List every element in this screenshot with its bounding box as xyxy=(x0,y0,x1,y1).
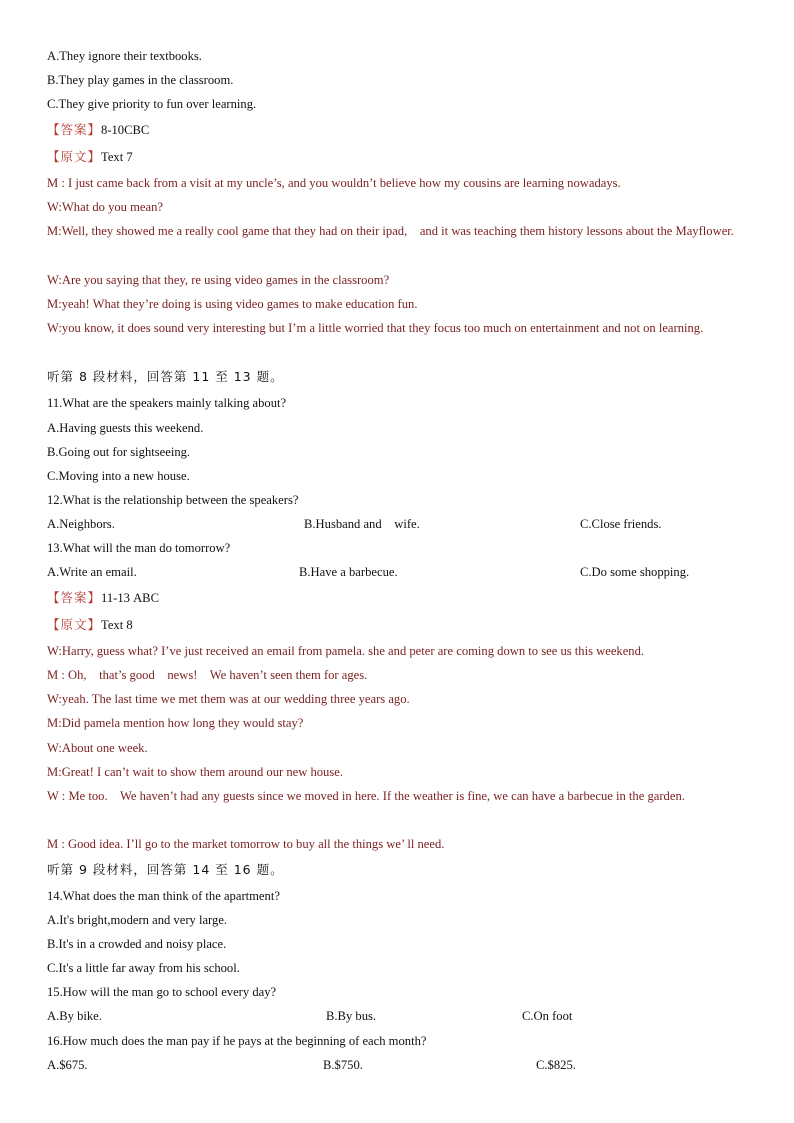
option-c: C.It's a little far away from his school. xyxy=(47,961,240,975)
section-heading: 听第 9 段材料，回答第 14 至 16 题。 xyxy=(47,862,284,877)
source-bracket: 【原文】 xyxy=(47,149,102,164)
answer-bracket: 【答案】 xyxy=(47,122,102,137)
transcript-line: W:Are you saying that they, re using video games in the classroom? xyxy=(47,273,390,287)
answer-text: 11-13 ABC xyxy=(101,591,159,605)
question-12: 12.What is the relationship between the speakers? xyxy=(47,493,299,507)
question-16: 16.How much does the man pay if he pays at the beginning of each month? xyxy=(47,1034,427,1048)
option-b: B.They play games in the classroom. xyxy=(47,73,234,87)
transcript-line: W:you know, it does sound very interesting but I’m a little worried that they focus too much on entertainment and not on learning. xyxy=(47,321,704,335)
answer-bracket: 【答案】 xyxy=(47,590,102,605)
transcript-line: W:About one week. xyxy=(47,741,148,755)
transcript-line: W:Harry, guess what? I’ve just received an email from pamela. she and peter are coming down to see us this weekend. xyxy=(47,644,645,658)
option-b: B.By bus. xyxy=(326,1009,377,1023)
option-a: A.It's bright,modern and very large. xyxy=(47,913,228,927)
transcript-line: M:Did pamela mention how long they would stay? xyxy=(47,716,304,730)
answer-line xyxy=(47,122,748,138)
section-heading: 听第 8 段材料，回答第 11 至 13 题。 xyxy=(47,369,284,384)
transcript-line: W:yeah. The last time we met them was at our wedding three years ago. xyxy=(47,692,410,706)
transcript-line: M : Good idea. I’ll go to the market tomorrow to buy all the things we’ ll need. xyxy=(47,837,445,851)
option-a: A.Neighbors. xyxy=(47,517,115,531)
transcript-line: M : I just came back from a visit at my uncle’s, and you wouldn’t believe how my cousins are learning nowadays. xyxy=(47,176,621,190)
option-c: C.Do some shopping. xyxy=(580,565,690,579)
option-c: C.Close friends. xyxy=(580,517,662,531)
answer-text: 8-10CBC xyxy=(101,123,150,137)
option-a: A.They ignore their textbooks. xyxy=(47,49,202,63)
transcript-line: M:yeah! What they’re doing is using video games to make education fun. xyxy=(47,297,418,311)
option-b: B.Going out for sightseeing. xyxy=(47,445,191,459)
option-c: C.Moving into a new house. xyxy=(47,469,190,483)
option-b: B.$750. xyxy=(323,1058,363,1072)
source-line xyxy=(47,149,748,165)
option-b: B.It's in a crowded and noisy place. xyxy=(47,937,227,951)
option-b: B.Have a barbecue. xyxy=(299,565,398,579)
answer-line xyxy=(47,590,748,606)
option-c: C.$825. xyxy=(536,1058,576,1072)
question-13: 13.What will the man do tomorrow? xyxy=(47,541,231,555)
option-c: C.On foot xyxy=(522,1009,573,1023)
option-a: A.Having guests this weekend. xyxy=(47,421,204,435)
question-15: 15.How will the man go to school every day? xyxy=(47,985,277,999)
option-a: A.Write an email. xyxy=(47,565,137,579)
transcript-line: W : Me too. We haven’t had any guests since we moved in here. If the weather is fine, we can have a barbecue in the garden. xyxy=(47,789,685,803)
transcript-line: M:Great! I can’t wait to show them around our new house. xyxy=(47,765,343,779)
option-a: A.$675. xyxy=(47,1058,88,1072)
option-a: A.By bike. xyxy=(47,1009,102,1023)
option-b: B.Husband and wife. xyxy=(304,517,420,531)
transcript-line: M : Oh, that’s good news! We haven’t seen them for ages. xyxy=(47,668,368,682)
source-text: Text 7 xyxy=(101,150,133,164)
transcript-line: M:Well, they showed me a really cool game that they had on their ipad, and it was teaching them history lessons about the Mayflower. xyxy=(47,224,734,238)
transcript-line: W:What do you mean? xyxy=(47,200,163,214)
source-text: Text 8 xyxy=(101,618,133,632)
question-11: 11.What are the speakers mainly talking about? xyxy=(47,396,287,410)
question-14: 14.What does the man think of the apartment? xyxy=(47,889,280,903)
source-bracket: 【原文】 xyxy=(47,617,102,632)
option-c: C.They give priority to fun over learning. xyxy=(47,97,257,111)
source-line xyxy=(47,617,748,633)
